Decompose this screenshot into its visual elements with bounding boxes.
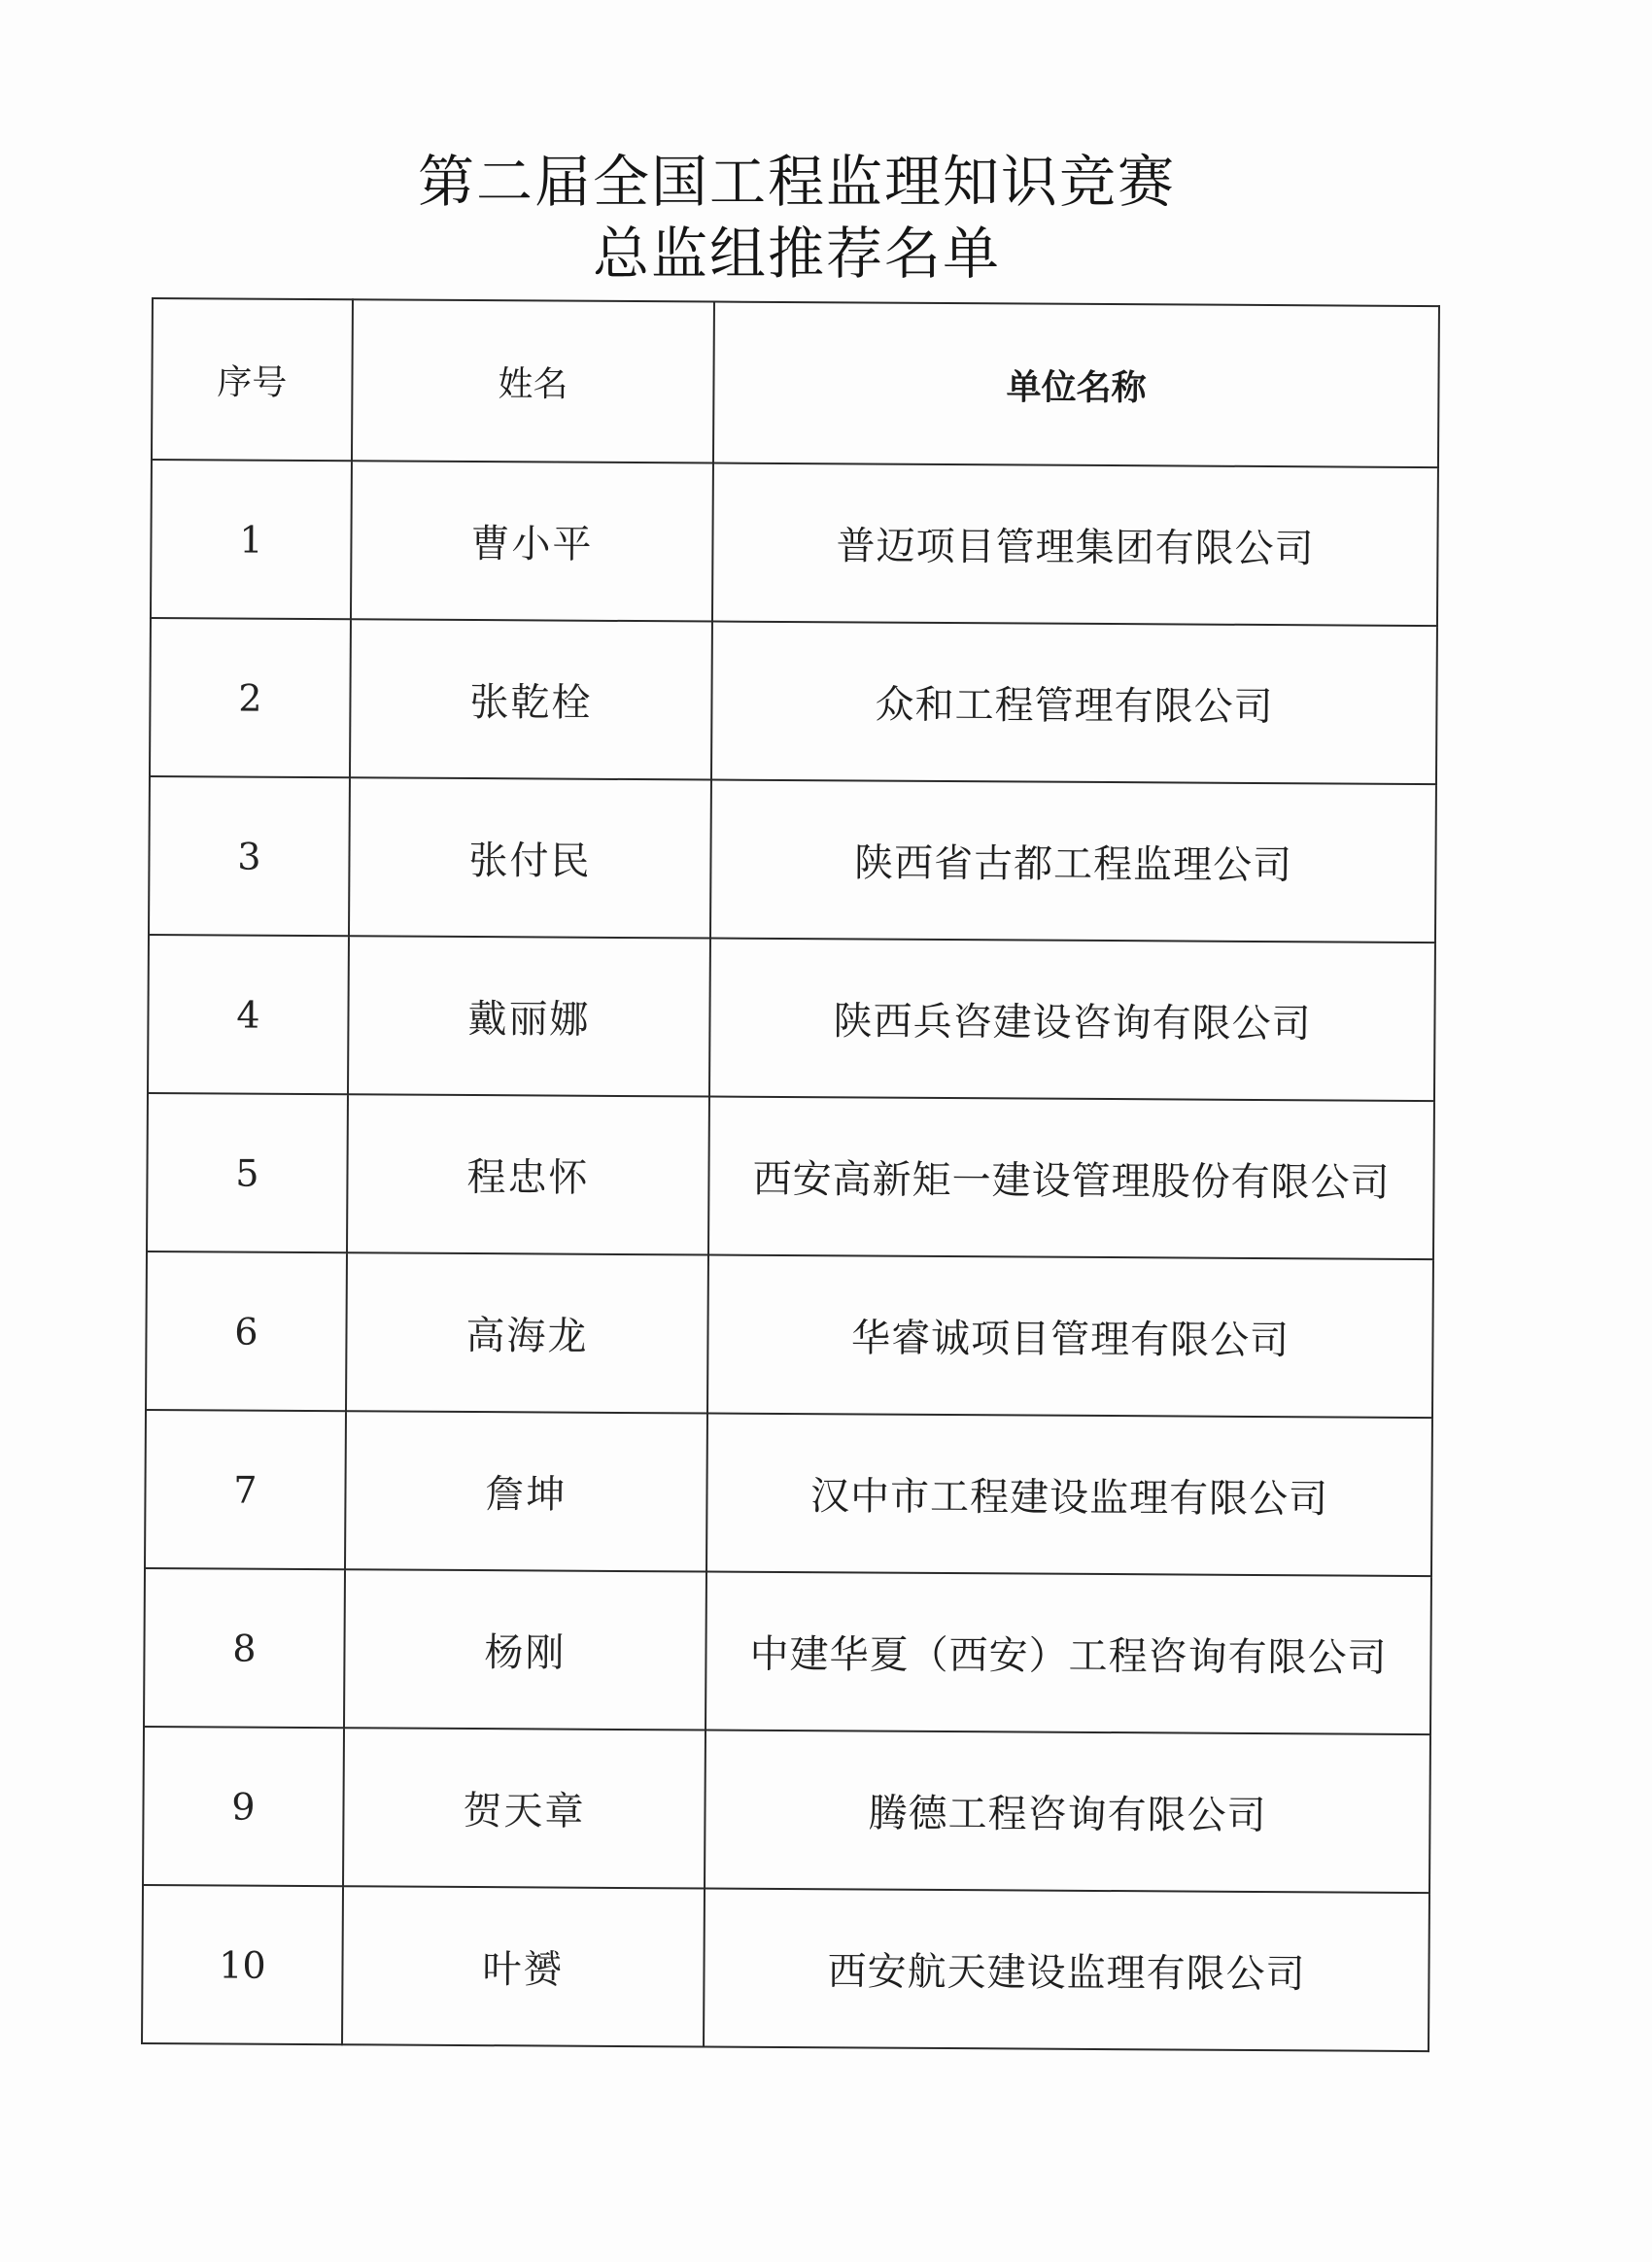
row-serial-number: 3 bbox=[149, 776, 350, 936]
row-name: 程忠怀 bbox=[347, 1094, 709, 1254]
recommendation-table bbox=[141, 297, 1440, 2052]
row-organization: 众和工程管理有限公司 bbox=[711, 622, 1437, 785]
row-organization: 中建华夏（西安）工程咨询有限公司 bbox=[706, 1572, 1431, 1735]
document-title bbox=[0, 146, 1594, 290]
row-organization: 陕西兵咨建设咨询有限公司 bbox=[709, 939, 1435, 1102]
row-name: 杨刚 bbox=[344, 1569, 706, 1730]
row-organization: 华睿诚项目管理有限公司 bbox=[707, 1255, 1433, 1419]
row-organization: 普迈项目管理集团有限公司 bbox=[712, 463, 1438, 627]
row-serial-number: 9 bbox=[143, 1727, 344, 1886]
row-name: 詹坤 bbox=[345, 1411, 707, 1571]
header-serial-number: 序号 bbox=[152, 298, 353, 461]
table-row bbox=[149, 776, 1436, 942]
table-row bbox=[147, 1093, 1434, 1259]
row-name: 叶赟 bbox=[342, 1886, 705, 2046]
row-serial-number: 7 bbox=[145, 1410, 346, 1569]
row-organization: 西安高新矩一建设管理股份有限公司 bbox=[708, 1097, 1434, 1260]
table-row bbox=[150, 618, 1437, 784]
row-name: 曹小平 bbox=[351, 461, 713, 621]
row-name: 张乾栓 bbox=[350, 619, 712, 779]
header-organization: 单位名称 bbox=[713, 302, 1439, 468]
row-serial-number: 10 bbox=[142, 1885, 343, 2044]
table-row bbox=[144, 1568, 1431, 1734]
row-serial-number: 8 bbox=[144, 1568, 345, 1728]
table-row bbox=[146, 1251, 1433, 1418]
row-organization: 汉中市工程建设监理有限公司 bbox=[706, 1414, 1432, 1577]
row-organization: 陕西省古都工程监理公司 bbox=[710, 780, 1436, 943]
row-serial-number: 4 bbox=[148, 935, 349, 1094]
table-row bbox=[142, 1885, 1429, 2051]
row-organization: 腾德工程咨询有限公司 bbox=[705, 1731, 1430, 1894]
table-row bbox=[143, 1727, 1430, 1893]
row-organization: 西安航天建设监理有限公司 bbox=[704, 1889, 1429, 2052]
title-line-2: 总监组推荐名单 bbox=[592, 221, 1001, 287]
table-row bbox=[151, 460, 1438, 626]
table-header-row bbox=[152, 298, 1439, 467]
row-serial-number: 1 bbox=[151, 460, 352, 619]
header-name: 姓名 bbox=[352, 299, 714, 463]
row-serial-number: 2 bbox=[150, 618, 351, 777]
row-name: 高海龙 bbox=[346, 1252, 708, 1413]
row-name: 张付民 bbox=[349, 777, 711, 938]
row-serial-number: 5 bbox=[147, 1093, 348, 1252]
row-serial-number: 6 bbox=[146, 1251, 347, 1411]
title-line-1: 第二届全国工程监理知识竞赛 bbox=[417, 149, 1176, 215]
row-name: 戴丽娜 bbox=[348, 936, 710, 1096]
table-row bbox=[148, 935, 1435, 1101]
row-name: 贺天章 bbox=[343, 1728, 706, 1888]
table-row bbox=[145, 1410, 1432, 1576]
